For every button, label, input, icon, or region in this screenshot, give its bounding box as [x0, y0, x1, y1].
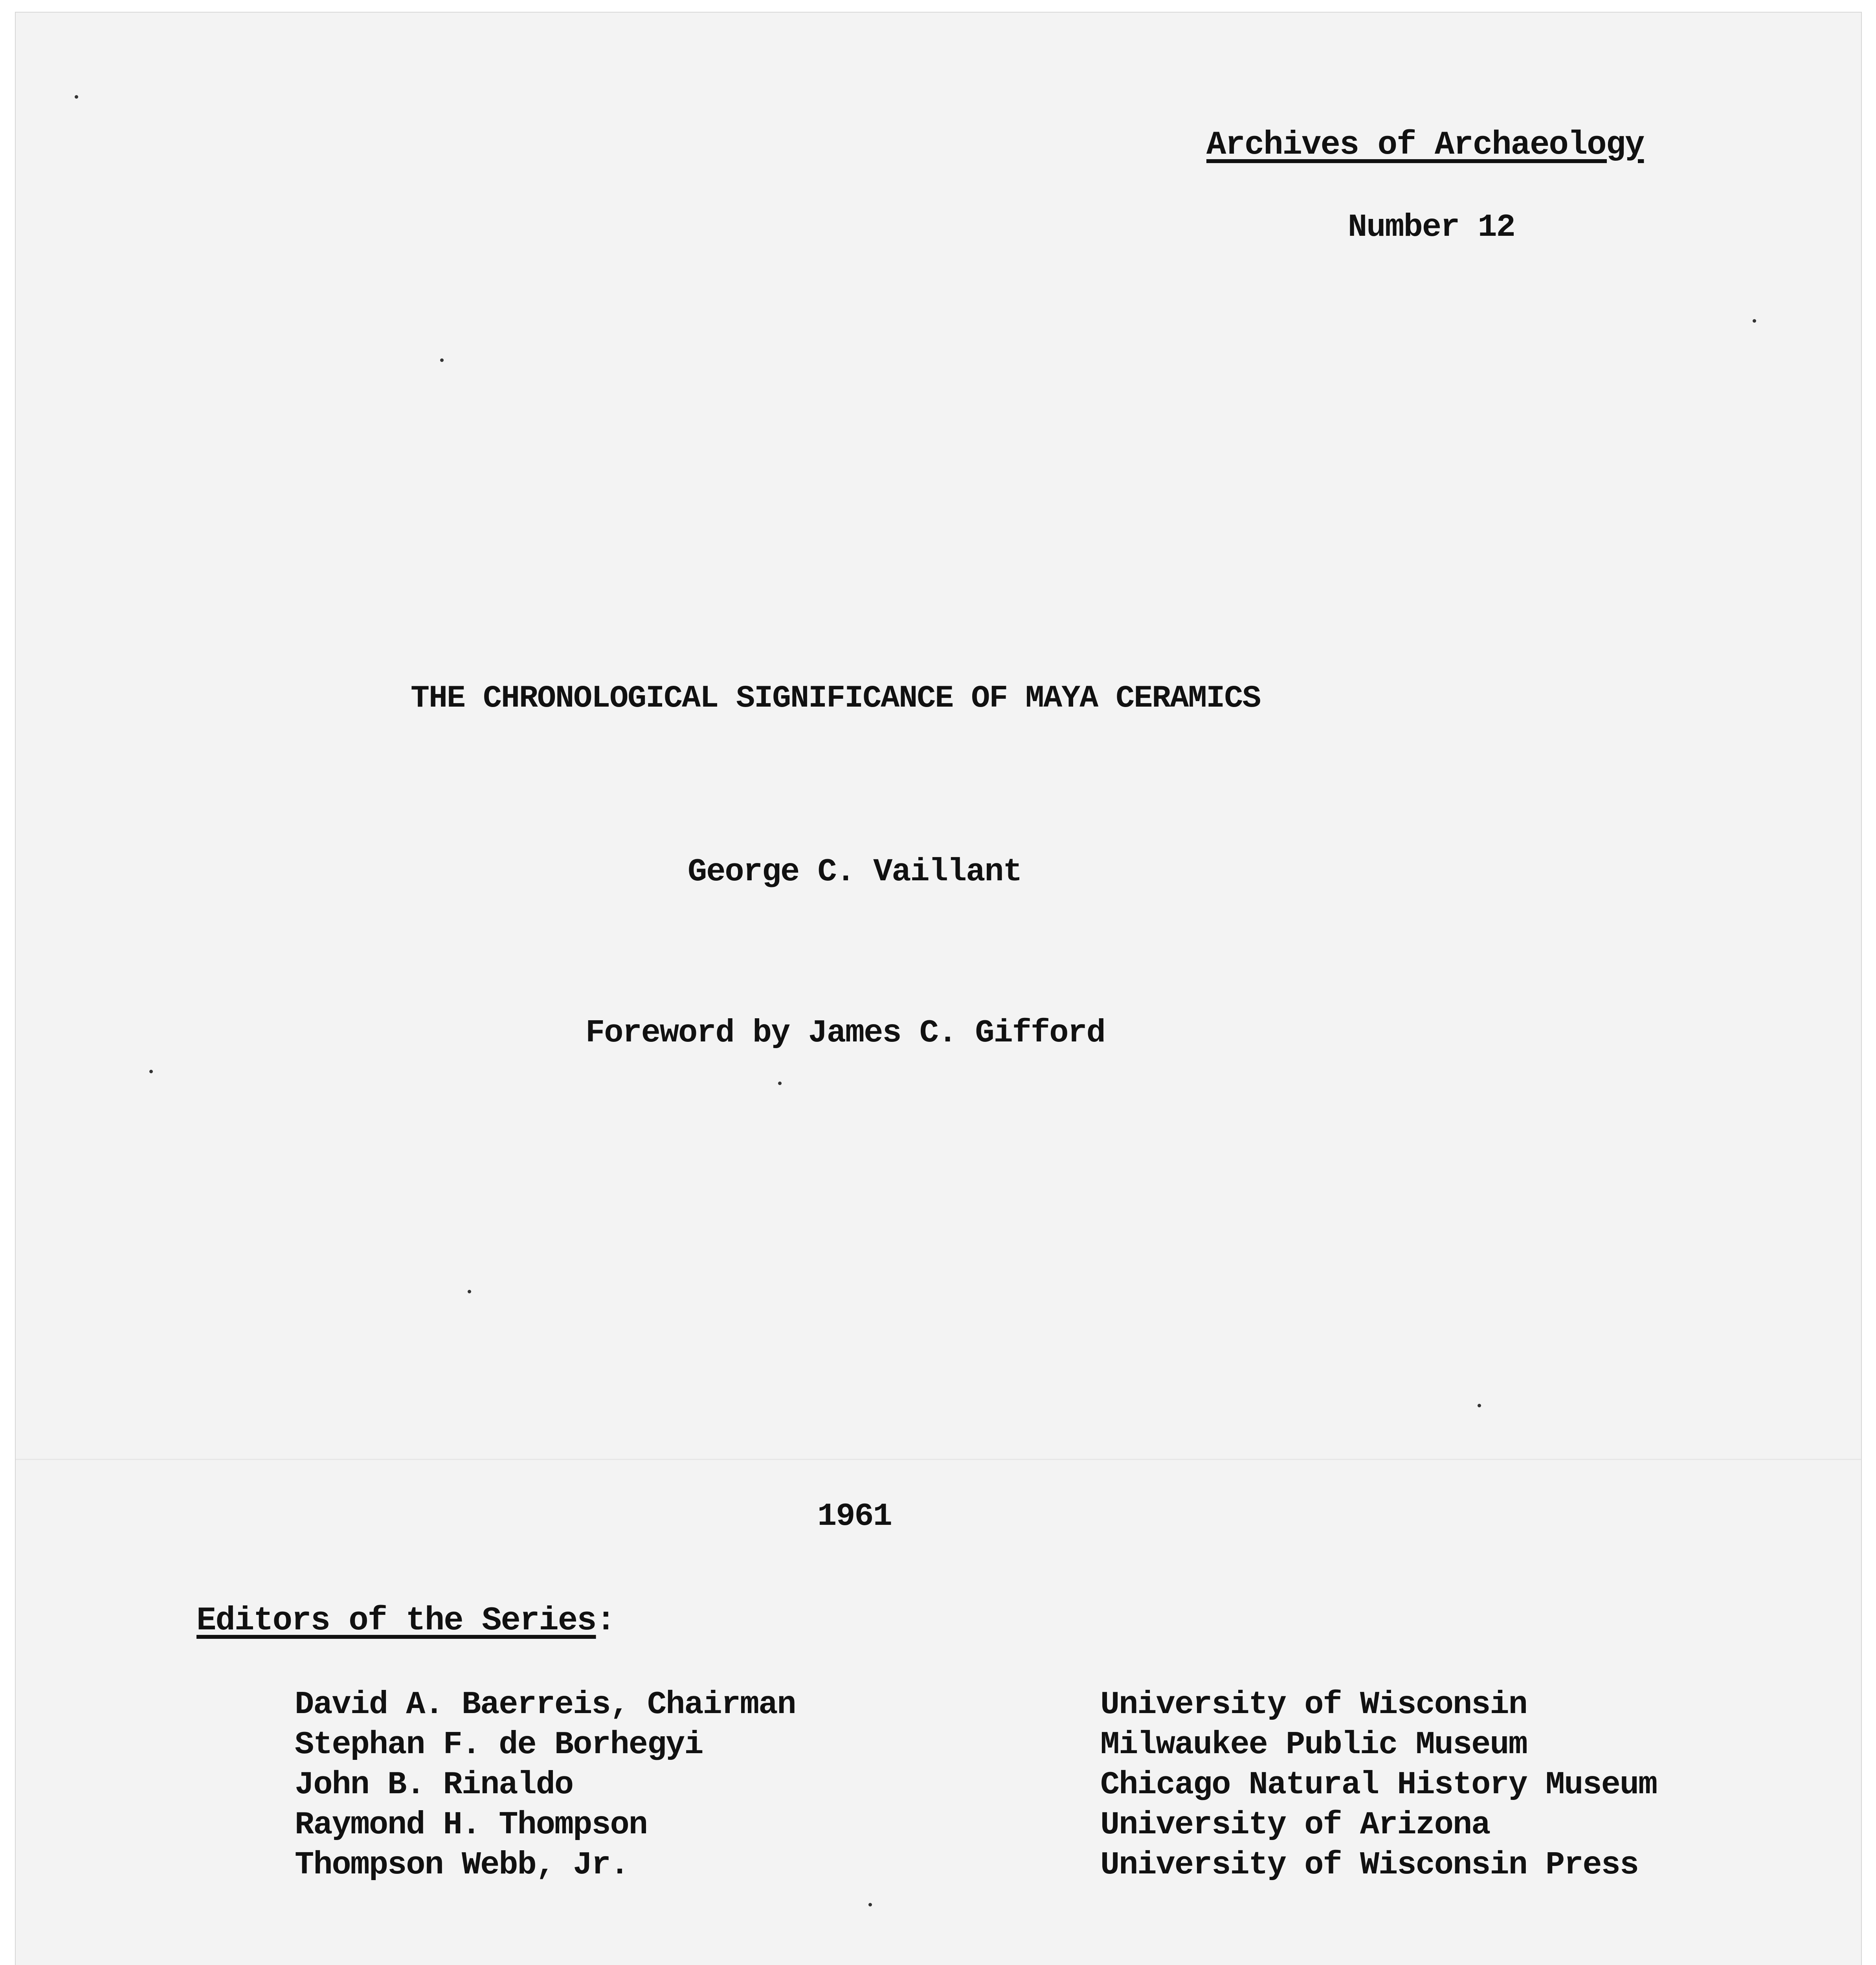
editor-name: Stephan F. de Borhegyi: [295, 1726, 703, 1763]
editor-affiliation: Milwaukee Public Museum: [1100, 1726, 1527, 1763]
editor-name: Raymond H. Thompson: [295, 1807, 647, 1843]
editor-name: David A. Baerreis, Chairman: [295, 1686, 796, 1723]
document-title: THE CHRONOLOGICAL SIGNIFICANCE OF MAYA CERAMICS: [411, 681, 1261, 716]
paper-speck: [778, 1082, 782, 1085]
editor-affiliation: University of Wisconsin Press: [1100, 1847, 1639, 1883]
editor-affiliation: University of Wisconsin: [1100, 1686, 1527, 1723]
paper-speck: [868, 1903, 872, 1906]
editors-heading: [196, 1602, 615, 1640]
paper-speck: [75, 95, 78, 99]
editor-affiliation: University of Arizona: [1100, 1807, 1490, 1843]
page-fold-line: [16, 1459, 1861, 1460]
editor-name: John B. Rinaldo: [295, 1767, 573, 1803]
paper-speck: [440, 358, 444, 362]
paper-speck: [149, 1070, 153, 1073]
series-number: Number 12: [1348, 209, 1515, 246]
paper-speck: [1478, 1404, 1481, 1407]
editors-heading-text: Editors of the Series: [196, 1602, 596, 1640]
series-title: Archives of Archaeology: [1206, 127, 1644, 164]
editor-name: Thompson Webb, Jr.: [295, 1847, 629, 1883]
document-page: [15, 12, 1862, 1965]
paper-speck: [468, 1290, 471, 1293]
foreword-credit: Foreword by James C. Gifford: [586, 1015, 1105, 1051]
editor-affiliations-list: [1100, 1685, 1657, 1885]
editor-affiliation: Chicago Natural History Museum: [1100, 1767, 1657, 1803]
editors-heading-colon: :: [596, 1602, 615, 1640]
author-name: George C. Vaillant: [688, 854, 1022, 890]
publication-year: 1961: [817, 1498, 892, 1535]
editor-names-list: [295, 1685, 796, 1885]
paper-speck: [1753, 319, 1756, 323]
